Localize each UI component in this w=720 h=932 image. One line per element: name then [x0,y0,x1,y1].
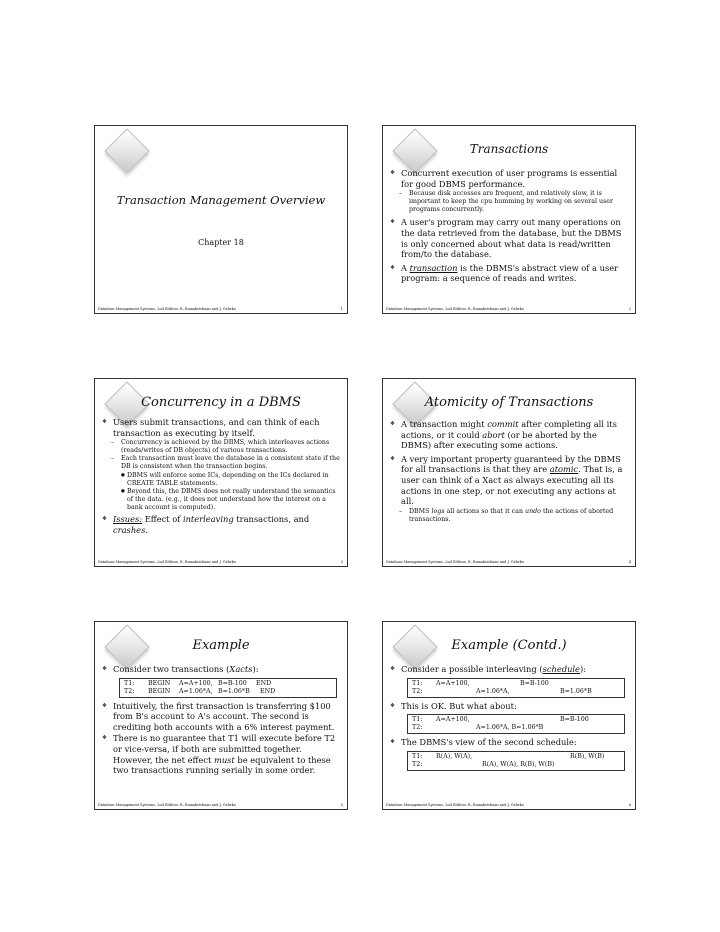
bullet: ❖ A very important property guaranteed by the DBMS for all transactions is that they are atomic. That is, a user can think of a Xact as always executing all its actions in one step, or not executing any actions at all. [389,454,629,507]
box-row: T1: BEGIN A=A+100, B=B-100 END [124,679,272,687]
slide-body [101,417,341,536]
footer-text: Database Management Systems, 2nd Edition. R. Ramakrishnan and J. Gehrke [98,803,236,807]
bullet: ❖ Concurrent execution of user programs is essential for good DBMS performance. [389,168,629,189]
sub-bullet: – Because disk accesses are frequent, and relatively slow, it is important to keep the cpu humming by working on several user programs concurrently. [389,190,629,214]
bullet: ❖ There is no guarantee that T1 will execute before T2 or vice-versa, if both are submitted together. However, the net effect must be equivalent to these two transactions running serially in some order. [101,733,341,775]
bullet: ❖ Intuitively, the first transaction is transferring $100 from B's account to A's account. The second is crediting both accounts with a 6% interest payment. [101,701,341,733]
transactions-box [119,678,337,698]
chapter-label: Chapter 18 [198,238,244,247]
box-row: T2: A=1.06*A, B=1.06*B [412,724,544,732]
footer-text: Database Management Systems, 2nd Edition. R. Ramakrishnan and J. Gehrke [386,560,524,564]
slide-title: Example (Contd.) [451,638,567,653]
bullet: ❖ Consider a possible interleaving (schedule): [389,664,629,675]
footer-text: Database Management Systems, 2nd Edition. R. Ramakrishnan and J. Gehrke [98,560,236,564]
box-row: T2: R(A), W(A), R(B), W(B) [412,760,555,768]
page-number: 5 [340,803,343,807]
page-number: 3 [340,560,343,564]
slide-title: Transactions [469,142,549,156]
slide-footer [98,560,343,564]
slide-3 [94,378,348,567]
page-number: 2 [628,307,631,311]
footer-text: Database Management Systems, 2nd Edition. R. Ramakrishnan and J. Gehrke [386,307,524,311]
bullet: ❖ A transaction is the DBMS's abstract view of a user program: a sequence of reads and writes. [389,263,629,284]
dbms-view-box [407,751,625,771]
slide-1 [94,125,348,314]
slide-5 [94,621,348,810]
slide-body [389,168,629,285]
slide-body [101,664,341,777]
bullet: ❖ Issues: Effect of interleaving transactions, and crashes. [101,514,341,535]
box-row: T2: BEGIN A=1.06*A, B=1.06*B END [124,687,276,695]
schedule-box [407,678,625,698]
bullet: ❖ A user's program may carry out many operations on the data retrieved from the database, but the DBMS is only concerned about what data is read/written from/to the database. [389,217,629,259]
diamond-logo-icon [104,128,149,173]
box-row: T2: A=1.06*A, B=1.06*B [412,687,592,695]
slide-body [389,664,629,774]
slide-footer [98,307,343,311]
page-number: 6 [628,803,631,807]
page-number: 4 [628,560,631,564]
box-row: T1: A=A+100, B=B-100 [412,679,549,687]
footer-text: Database Management Systems, 2nd Edition. R. Ramakrishnan and J. Gehrke [386,803,524,807]
slide-title: Transaction Management Overview [116,193,326,207]
bullet: ❖ Consider two transactions (Xacts): [101,664,341,675]
slide-footer [98,803,343,807]
sub-sub-bullet: ● Beyond this, the DBMS does not really understand the semantics of the data. (e.g., it does not understand how the interest on a bank account is computed). [101,488,341,512]
sub-bullet: – DBMS logs all actions so that it can undo the actions of aborted transactions. [389,508,629,524]
sub-bullet: – Each transaction must leave the database in a consistent state if the DB is consistent when the transaction begins. [101,455,341,471]
bullet: ❖ The DBMS's view of the second schedule: [389,737,629,748]
slide-footer [386,803,631,807]
slide-title: Atomicity of Transactions [424,395,594,410]
footer-text: Database Management Systems, 2nd Edition. R. Ramakrishnan and J. Gehrke [98,307,236,311]
bullet: ❖ A transaction might commit after completing all its actions, or it could abort (or be aborted by the DBMS) after executing some actions. [389,419,629,451]
slide-title: Example [192,638,250,653]
slide-body [389,419,629,524]
slide-4 [382,378,636,567]
sub-bullet: – Concurrency is achieved by the DBMS, which interleaves actions (reads/writes of DB objects) of various transactions. [101,439,341,455]
box-row: T1: R(A), W(A), R(B), W(B) [412,752,605,760]
slide-2 [382,125,636,314]
slide-footer [386,560,631,564]
term-transaction: transaction [409,262,458,273]
page-number: 1 [340,307,343,311]
slide-6 [382,621,636,810]
schedule-box [407,714,625,734]
slide-footer [386,307,631,311]
sub-sub-bullet: ● DBMS will enforce some ICs, depending on the ICs declared in CREATE TABLE statements. [101,472,341,488]
box-row: T1: A=A+100, B=B-100 [412,716,589,724]
bullet: ❖ Users submit transactions, and can think of each transaction as executing by itself. [101,417,341,438]
bullet: ❖ This is OK. But what about: [389,701,629,712]
slide-title: Concurrency in a DBMS [141,395,301,410]
